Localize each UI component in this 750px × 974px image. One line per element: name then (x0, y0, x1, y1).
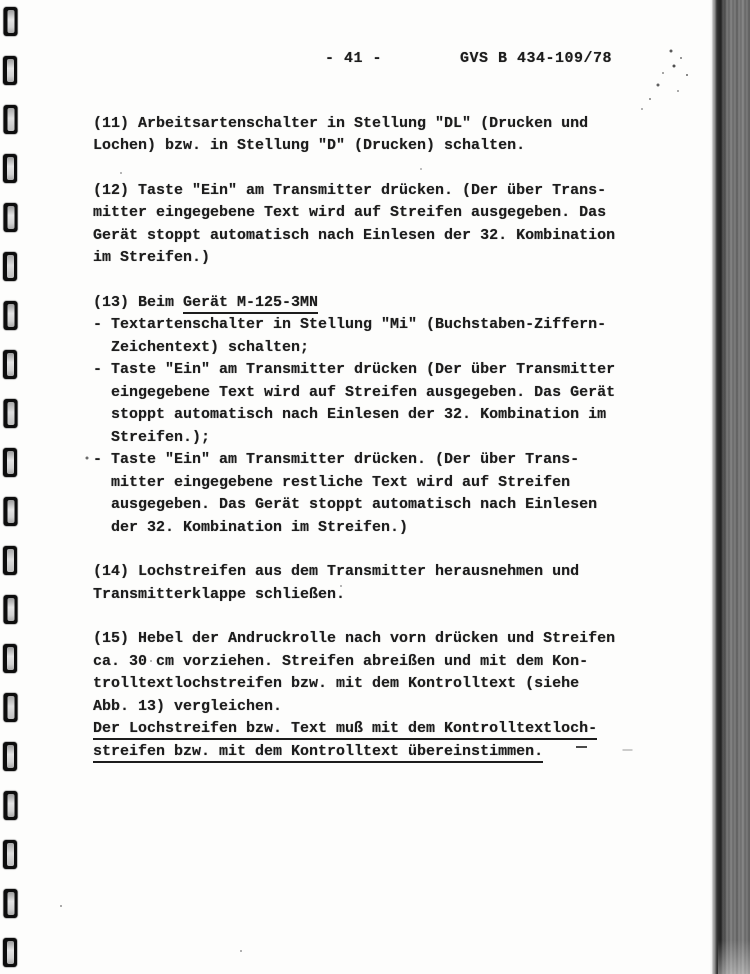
text-segment: Abb. 13) vergleichen. (93, 697, 283, 715)
text-segment: - Taste "Ein" am Transmitter drücken (Der über Transmitter (93, 361, 616, 378)
text-segment: mitter eingegebene restliche Text wird auf Streifen (93, 473, 571, 491)
underlined-text-segment: Gerät M-125-3MN (183, 294, 318, 314)
paragraph-14 (93, 561, 653, 606)
binding-hole (3, 644, 17, 673)
paragraph-12 (93, 180, 653, 270)
text-line (93, 449, 653, 472)
text-segment: trolltextlochstreifen bzw. mit dem Kontrolltext (siehe (93, 675, 580, 692)
text-line (93, 359, 653, 382)
binding-hole (3, 252, 17, 281)
binding-hole (4, 791, 18, 820)
text-line (93, 673, 653, 696)
binding-hole (4, 301, 18, 330)
text-segment: mitter eingegebene Text wird auf Streifen ausgegeben. Das (93, 204, 607, 221)
paragraph-13 (93, 292, 653, 540)
binding-hole (4, 497, 18, 526)
scan-edge-shadow (710, 0, 750, 974)
text-segment: (15) Hebel der Andruckrolle nach vorn drücken und Streifen (93, 630, 616, 647)
page-header (93, 48, 653, 71)
typewritten-content (93, 48, 653, 763)
underlined-text-segment: Der Lochstreifen bzw. Text muß mit dem Kontrolltextloch- (93, 720, 597, 740)
document-body (93, 113, 653, 764)
text-segment: Gerät stoppt automatisch nach Einlesen der 32. Kombination (93, 226, 616, 244)
text-segment: Transmitterklappe schließen. (93, 585, 346, 603)
scan-noise-specks (0, 0, 2, 2)
binding-hole (4, 595, 18, 624)
document-reference: GVS B 434-109/78 (460, 50, 613, 67)
text-line (93, 180, 653, 203)
paragraph-11 (93, 113, 653, 158)
text-line (93, 584, 653, 607)
binding-hole (4, 693, 18, 722)
text-line (93, 337, 653, 360)
text-line (93, 225, 653, 248)
text-segment: ca. 30 cm vorziehen. Streifen abreißen und mit dem Kon- (93, 652, 589, 670)
binding-hole (3, 938, 17, 967)
text-line (93, 651, 653, 674)
text-line (93, 472, 653, 495)
text-segment: - Textartenschalter in Stellung "Mi" (Buchstaben-Ziffern- (93, 316, 607, 333)
text-segment: (14) Lochstreifen aus dem Transmitter herausnehmen und (93, 563, 580, 580)
text-segment: eingegebene Text wird auf Streifen ausgegeben. Das Gerät (93, 383, 616, 401)
text-segment: (13) Beim (93, 293, 184, 311)
binding-hole (3, 840, 17, 869)
binding-strip (3, 7, 19, 967)
text-segment: Zeichentext) schalten; (93, 338, 310, 356)
text-segment: Streifen.); (93, 428, 211, 446)
text-segment: der 32. Kombination im Streifen.) (93, 518, 409, 536)
text-line (93, 382, 653, 405)
text-line (93, 113, 653, 136)
text-line (93, 494, 653, 517)
text-line (93, 202, 653, 225)
text-segment: ausgegeben. Das Gerät stoppt automatisch nach Einlesen (93, 496, 598, 513)
binding-hole (3, 56, 17, 85)
page-number: - 41 - (325, 50, 383, 67)
text-line (93, 404, 653, 427)
binding-hole (4, 203, 18, 232)
text-line (93, 292, 653, 315)
text-segment: (11) Arbeitsartenschalter in Stellung "DL" (Drucken und (93, 114, 589, 132)
text-segment: - Taste "Ein" am Transmitter drücken. (Der über Trans- (93, 451, 580, 468)
text-segment: im Streifen.) (93, 249, 211, 266)
text-segment: stoppt automatisch nach Einlesen der 32. Kombination im (93, 406, 607, 423)
text-line (93, 628, 653, 651)
text-line (93, 314, 653, 337)
text-line (93, 696, 653, 719)
text-line (93, 135, 653, 158)
binding-hole (4, 399, 18, 428)
text-segment: (12) Taste "Ein" am Transmitter drücken. (Der über Trans- (93, 181, 607, 199)
binding-hole (4, 889, 18, 918)
text-line (93, 741, 653, 764)
binding-hole (3, 742, 17, 771)
text-line (93, 427, 653, 450)
binding-hole (3, 154, 17, 183)
text-line (93, 247, 653, 270)
binding-hole (3, 448, 17, 477)
text-line (93, 561, 653, 584)
underlined-text-segment: streifen bzw. mit dem Kontrolltext übereinstimmen. (93, 743, 543, 763)
text-line (93, 517, 653, 540)
binding-hole (3, 546, 17, 575)
paragraph-15 (93, 628, 653, 763)
text-line (93, 718, 653, 741)
binding-hole (3, 350, 17, 379)
binding-hole (4, 105, 18, 134)
text-segment: Lochen) bzw. in Stellung "D" (Drucken) schalten. (93, 137, 526, 154)
binding-hole (4, 7, 18, 36)
